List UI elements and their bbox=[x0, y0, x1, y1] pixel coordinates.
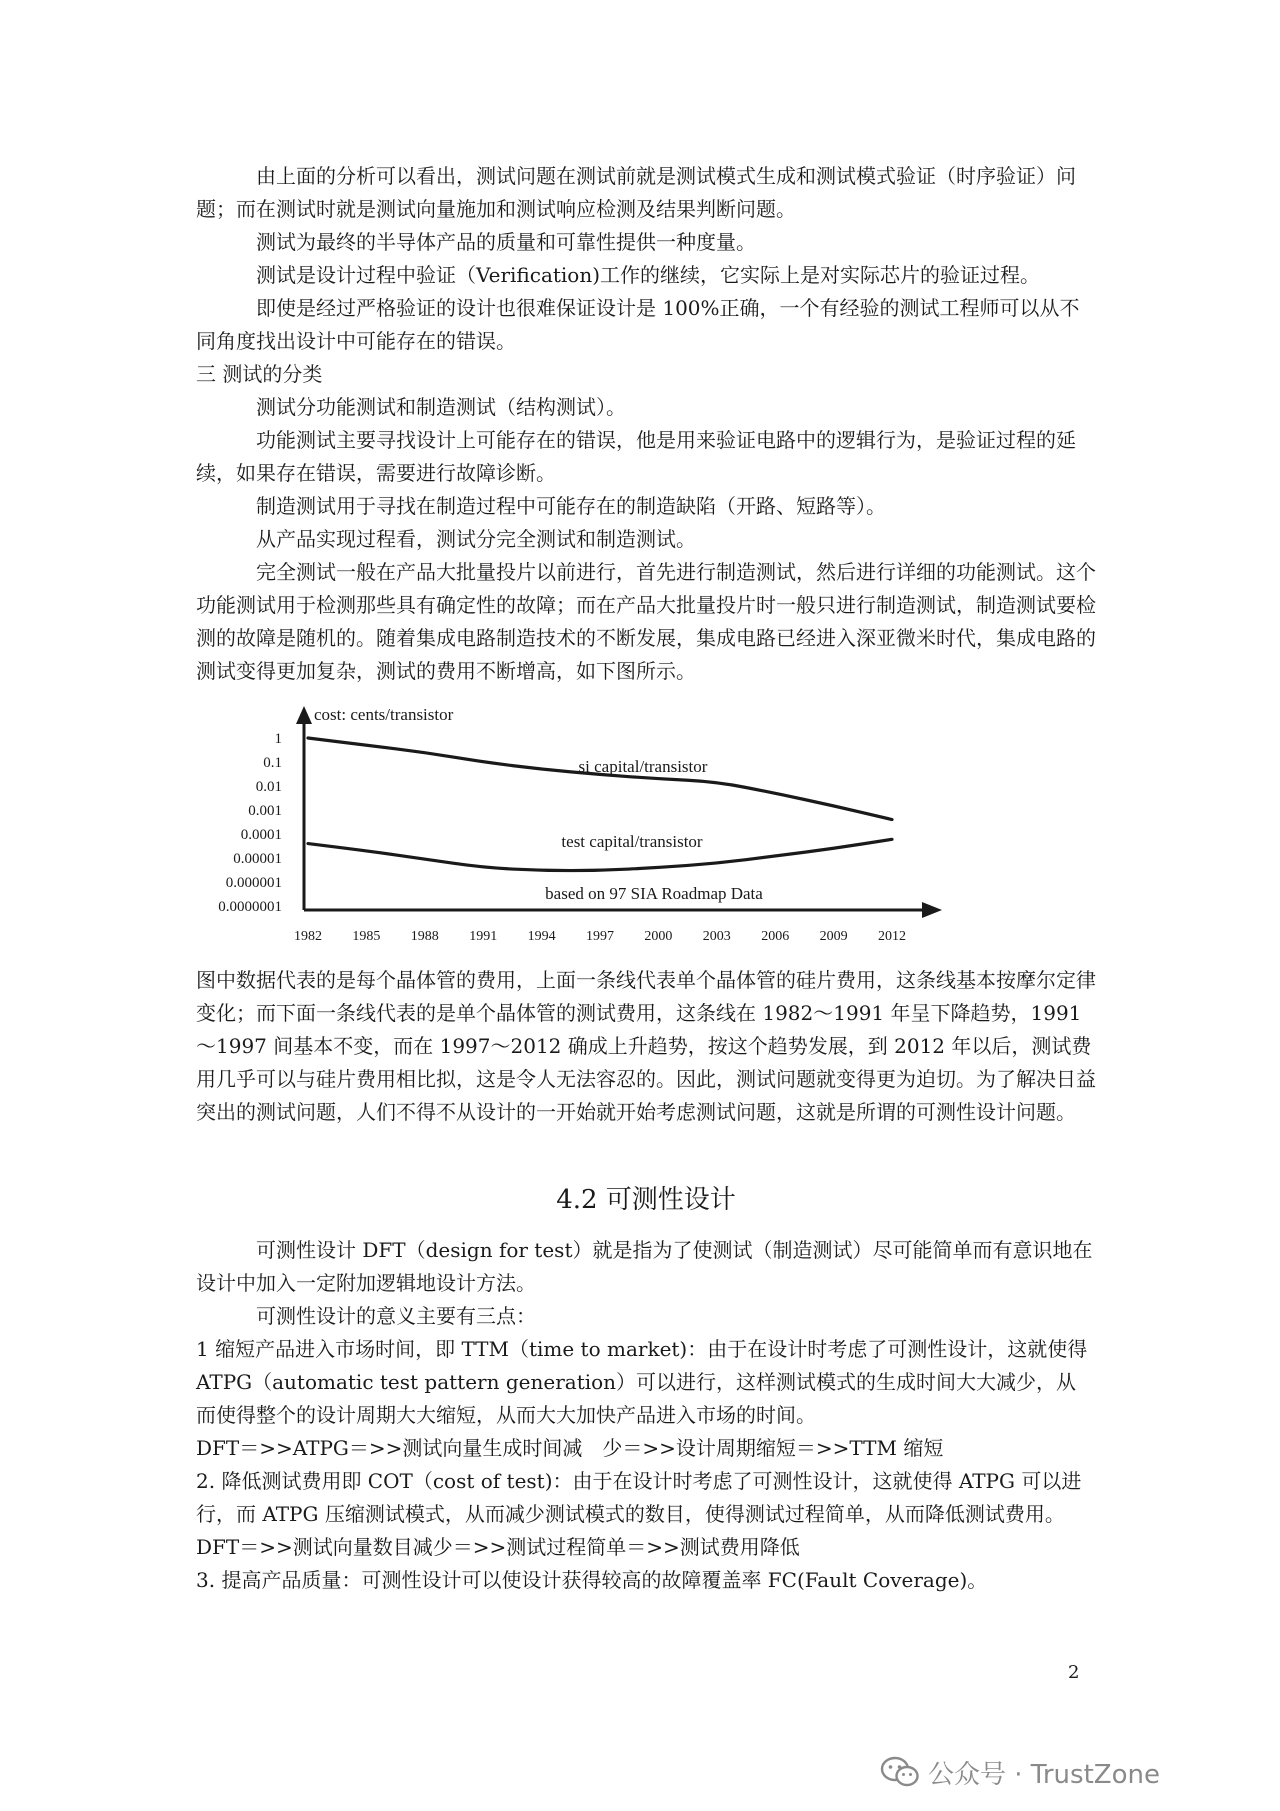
paragraph: 3. 提高产品质量：可测性设计可以使设计获得较高的故障覆盖率 FC(Fault Coverage)。 bbox=[196, 1568, 988, 1592]
watermark bbox=[880, 1752, 1160, 1792]
paragraph: 制造测试用于寻找在制造过程中可能存在的制造缺陷（开路、短路等）。 bbox=[256, 494, 886, 518]
x-tick-label: 1997 bbox=[586, 929, 614, 944]
x-tick-label: 2009 bbox=[819, 929, 848, 944]
paragraph: 从产品实现过程看，测试分完全测试和制造测试。 bbox=[256, 527, 696, 551]
y-axis-arrow bbox=[296, 706, 312, 724]
y-tick-label: 1 bbox=[274, 731, 282, 747]
x-tick-label: 1991 bbox=[469, 929, 498, 944]
watermark-text: 公众号 · TrustZone bbox=[928, 1759, 1160, 1790]
paragraph: 1 缩短产品进入市场时间，即 TTM（time to market)：由于在设计时考虑了可测性设计，这就使得 ATPG（automatic test pattern generation）可以进行，这样测试模式的生成时间大大减少，从而使得整个的设计周期大大缩短，从而大大加快产品进入市场的时间。 bbox=[196, 1337, 1088, 1427]
paragraph: 完全测试一般在产品大批量投片以前进行，首先进行制造测试，然后进行详细的功能测试。这个功能测试用于检测那些具有确定性的故障；而在产品大批量投片时一般只进行制造测试，制造测试要检测的故障是随机的。随着集成电路制造技术的不断发展，集成电路已经进入深亚微米时代，集成电路的测试变得更加复杂，测试的费用不断增高，如下图所示。 bbox=[196, 560, 1096, 683]
page-number: 2 bbox=[1068, 1662, 1080, 1683]
text-block-middle bbox=[196, 964, 1096, 1129]
series-label: si capital/transistor bbox=[578, 757, 708, 776]
paragraph: DFT＝>>测试向量数目减少＝>>测试过程简单＝>>测试费用降低 bbox=[196, 1535, 800, 1559]
paragraph: 测试为最终的半导体产品的质量和可靠性提供一种度量。 bbox=[256, 230, 756, 254]
y-tick-label: 0.0001 bbox=[240, 827, 282, 843]
x-tick-label: 2000 bbox=[644, 929, 673, 944]
series-label: test capital/transistor bbox=[561, 832, 703, 851]
chart-annotation: based on 97 SIA Roadmap Data bbox=[545, 884, 763, 903]
paragraph: DFT＝>>ATPG＝>>测试向量生成时间减 少＝>>设计周期缩短＝>>TTM 缩短 bbox=[196, 1436, 944, 1460]
paragraph: 由上面的分析可以看出，测试问题在测试前就是测试模式生成和测试模式验证（时序验证）问题；而在测试时就是测试向量施加和测试响应检测及结果判断问题。 bbox=[196, 164, 1076, 221]
paragraph: 测试是设计过程中验证（Verification)工作的继续，它实际上是对实际芯片的验证过程。 bbox=[256, 263, 1041, 287]
y-tick-label: 0.000001 bbox=[225, 875, 282, 891]
x-tick-label: 2003 bbox=[702, 929, 731, 944]
x-tick-label: 2012 bbox=[878, 929, 906, 944]
paragraph: 2. 降低测试费用即 COT（cost of test)：由于在设计时考虑了可测性设计，这就使得 ATPG 可以进行，而 ATPG 压缩测试模式，从而减少测试模式的数目，使得测试过程简单，从而降低测试费用。 bbox=[196, 1469, 1082, 1526]
paragraph: 即使是经过严格验证的设计也很难保证设计是 100%正确，一个有经验的测试工程师可以从不同角度找出设计中可能存在的错误。 bbox=[196, 296, 1080, 353]
wechat-icon bbox=[880, 1756, 920, 1788]
x-tick-label: 1994 bbox=[527, 929, 556, 944]
y-tick-label: 0.0000001 bbox=[218, 899, 282, 915]
paragraph: 测试分功能测试和制造测试（结构测试）。 bbox=[256, 395, 626, 419]
text-block-bottom bbox=[196, 1234, 1096, 1597]
y-tick-label: 0.1 bbox=[263, 755, 282, 771]
x-tick-label: 2006 bbox=[761, 929, 790, 944]
cost-chart-svg bbox=[196, 700, 956, 962]
y-tick-label: 0.001 bbox=[248, 803, 282, 819]
series-line-si-capital bbox=[308, 738, 892, 820]
paragraph: 三 测试的分类 bbox=[196, 362, 323, 386]
text-block-top bbox=[196, 160, 1096, 688]
y-tick-label: 0.01 bbox=[255, 779, 282, 795]
cost-chart bbox=[196, 700, 956, 962]
y-tick-label: 0.00001 bbox=[233, 851, 282, 867]
x-tick-label: 1988 bbox=[410, 929, 439, 944]
paragraph: 功能测试主要寻找设计上可能存在的错误，他是用来验证电路中的逻辑行为，是验证过程的延续，如果存在错误，需要进行故障诊断。 bbox=[196, 428, 1076, 485]
section-title: 4.2 可测性设计 bbox=[556, 1185, 736, 1215]
x-tick-label: 1985 bbox=[352, 929, 381, 944]
paragraph: 可测性设计 DFT（design for test）就是指为了使测试（制造测试）尽可能简单而有意识地在设计中加入一定附加逻辑地设计方法。 bbox=[196, 1238, 1093, 1295]
paragraph: 可测性设计的意义主要有三点： bbox=[256, 1304, 536, 1328]
x-axis-arrow bbox=[922, 902, 942, 918]
x-tick-label: 1982 bbox=[294, 929, 322, 944]
y-axis-label: cost: cents/transistor bbox=[314, 705, 454, 724]
paragraph: 图中数据代表的是每个晶体管的费用，上面一条线代表单个晶体管的硅片费用，这条线基本按摩尔定律变化；而下面一条线代表的是单个晶体管的测试费用，这条线在 1982～1991 年呈下降趋势，1991～1997 间基本不变，而在 1997～2012 确成上升趋势，按这个趋势发展，到 2012 年以后，测试费用几乎可以与硅片费用相比拟，这是令人无法容忍的。因此，测试问题就变得更为迫切。为了解决日益突出的测试问题，人们不得不从设计的一开始就开始考虑测试问题，这就是所谓的可测性设计问题。 bbox=[196, 968, 1096, 1124]
